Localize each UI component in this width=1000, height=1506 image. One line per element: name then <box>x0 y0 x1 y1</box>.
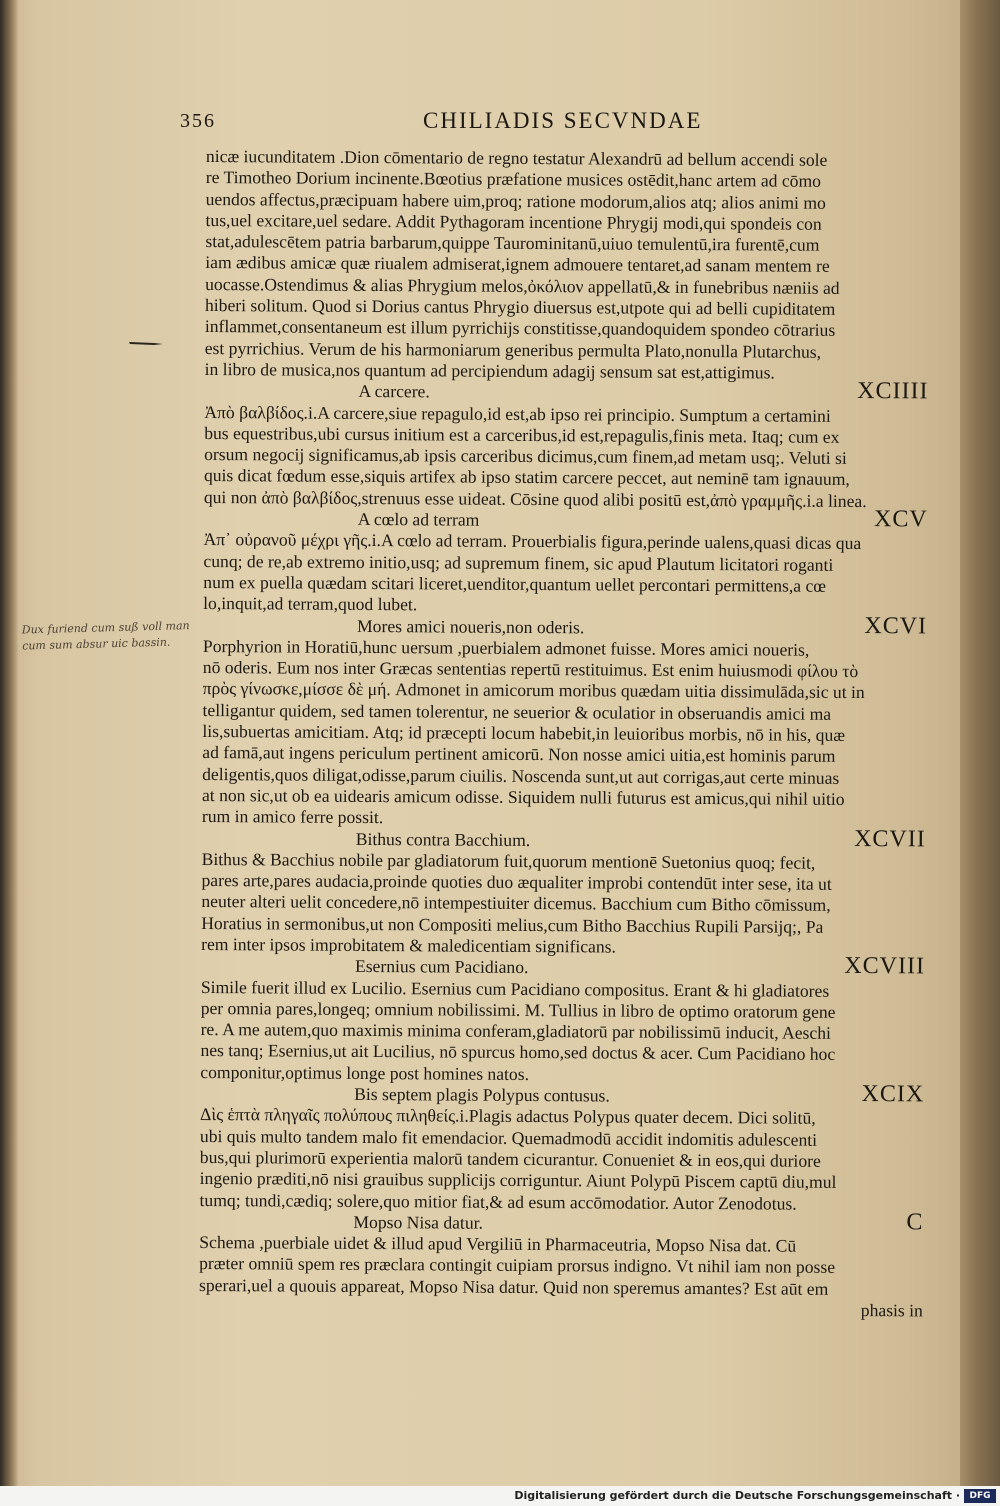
text-line: iam ædibus amicæ quæ riualem admiserat,ignem admouere tentaret,ad sanam mentem re <box>205 252 830 277</box>
text-line: at non sic,ut ob ea uidearis amicum odisse. Siquidem nulli futurus est amicus,qui nihil uitio <box>201 784 845 809</box>
text-line: tus,uel excitare,uel sedare. Addit Pythagoram incentione Phrygij modi,qui spondeis con <box>205 209 822 234</box>
adage-xcviii <box>200 955 925 1087</box>
text-line: Ἀπὸ βαλβίδος.i.A carcere,siue repagulo,id est,ab ipso rei principio. Sumptum a certamini <box>204 401 831 426</box>
text-line: uendos affectus,præcipuam habere uim,proq; ratione modorum,alios atq; alios animi mo <box>205 188 826 213</box>
adage-xcvii <box>201 827 926 959</box>
page-edge-shadow <box>960 0 1000 1486</box>
page-number: 356 <box>180 110 216 132</box>
text-line: pares arte,pares audacia,proinde quoties duo æqualiter improbi contendūt inter sese, ita ut <box>201 870 832 894</box>
text-line: lo,inquit,ad terram,quod lubet. <box>203 593 418 615</box>
text-line: per omnia pares,longeq; omnium nobilissimi. M. Tullius in libro de optimo oratorum gene <box>200 997 836 1022</box>
catchword-line: phasis in <box>860 1300 923 1321</box>
text-line: telligantur quidem, sed tamen tolerentur, ne seuerior & oculatior in obseruandis amici ma <box>202 699 832 724</box>
adage-xcv <box>203 508 928 619</box>
adage-xcix <box>199 1083 924 1215</box>
text-line: πρὸς γίνωσκε,μίσσε δὲ μή. Admonet in amicorum moribus quædam uitia dissimulāda,sic ut in <box>202 678 865 703</box>
running-title: CHILIADIS SECVNDAE <box>423 108 703 133</box>
adage-number: XCVI <box>864 612 928 639</box>
text-line: nicæ iucunditatem .Dion cōmentario de regno testatur Alexandrū ad bellum accendi sole <box>205 146 828 170</box>
marginal-note-line: cum sum absur uic bassin. <box>22 635 171 653</box>
adage-heading <box>202 827 926 853</box>
adage-number: C <box>906 1209 924 1236</box>
adage-number: XCVIII <box>844 953 926 980</box>
text-line: in libro de musica,nos quantum ad percipiendum adagij sensum sat est,attigimus. <box>204 358 775 383</box>
adage-xciiii <box>204 380 929 512</box>
text-line: orsum negocij significamus,ab ipsis carceribus dicimus,cum finem,ad metam usq;. Veluti si <box>204 444 847 469</box>
text-line: Δὶς ἑπτὰ πληγαῖς πολύπους πιληθείς.i.Plagis adactus Polypus quater decem. Dici solitū, <box>200 1104 816 1129</box>
text-line: bus equestribus,ubi cursus initium est a carceribus,id est,repagulis,finis meta. Itaq; cum ex <box>204 422 840 447</box>
adage-title: Esernius cum Pacidiano. <box>354 956 529 978</box>
text-line: ingenio præditi,nō nisi grauibus supplicijs corriguntur. Aiunt Polypū Piscem captū diu,mul <box>199 1168 837 1193</box>
gutter-shadow <box>0 0 18 1486</box>
text-line: hiberi solitum. Quod si Dorius cantus Phrygio diuersus est,utpote qui ad belli cupiditatem <box>204 295 836 319</box>
text-line: ubi quis multo tandem malo fit emendacior. Quemadmodū accidit indomitis adulescenti <box>199 1125 818 1150</box>
intro-paragraph <box>205 146 930 385</box>
marginal-note-line: Dux furiend cum suß voll man <box>21 619 190 637</box>
text-line: Schema ,puerbiale uidet & illud apud Vergiliū in Pharmaceutria, Mopso Nisa dat. Cū <box>199 1232 797 1256</box>
dfg-logo-icon: DFG <box>964 1489 996 1503</box>
text-line: Simile fuerit illud ex Lucilio. Esernius cum Pacidiano compositus. Erant & hi gladiatores <box>200 976 830 1001</box>
text-line: Porphyrion in Horatiū,hunc uersum ,puerbialem admonet fuisse. Mores amici noueris, <box>202 635 810 660</box>
digitization-footer <box>0 1486 1000 1506</box>
adage-title: Bis septem plagis Polypus contusus. <box>354 1083 610 1106</box>
adage-number: XCVII <box>854 825 926 852</box>
adage-heading <box>203 612 928 641</box>
adage-title: Mores amici noueris,non oderis. <box>357 615 585 637</box>
text-line: sperari,uel a quouis appareat, Mopso Nisa datur. Quid non speremus amantes? Est aūt em <box>198 1274 829 1299</box>
adage-heading <box>201 955 925 981</box>
text-line: re. A me autem,quo maximis minima conferam,gladiatorū par nobilissimū inducit, Aeschi <box>200 1019 831 1044</box>
text-line: nes tanq; Esernius,ut ait Lucilius, nō spurcus homo,sed doctus & acer. Cum Pacidiano hoc <box>200 1040 836 1065</box>
adage-heading <box>204 380 928 406</box>
text-line: lis,subuertas amicitiam. Atq; id præcepti locum habebit,in leuioribus morbis, nō in his, quæ <box>202 721 846 745</box>
marginal-note <box>22 618 213 655</box>
text-line: cunq; de re,ab extremo initio,usq; ad supremum finem, sic apud Plautum licitatori roganti <box>203 550 834 575</box>
text-line: num ex puella quædam scitari liceret,uenditor,quantum uellet percontari permittens,a cœ <box>203 571 827 596</box>
text-line: componitur,optimus longe post homines natos. <box>200 1061 530 1084</box>
adage-c <box>199 1211 924 1322</box>
text-line: Horatius in sermonibus,ut non Compositi melius,cum Bitho Bacchius Rupili Parsijq;, Pa <box>201 912 824 937</box>
text-line: præter omniū spem res præclara contingit cuipiam prorsus indigno. Vt nihil iam non posse <box>199 1253 836 1278</box>
adage-title: A cœlo ad terram <box>357 508 480 530</box>
text-line: quis dicat fœdum esse,siquis artifex ab ipso statim carcere peccet, aut neminē tam ignauum, <box>203 465 850 490</box>
text-line: Ἀπ᾽ οὐρανοῦ μέχρι γῆς.i.A cœlo ad terram. Prouerbialis figura,perinde ualens,quasi dicas qua <box>203 529 862 554</box>
adage-title: Mopso Nisa datur. <box>353 1211 484 1233</box>
marginal-pointer-icon <box>128 338 164 348</box>
text-line: rem inter ipsos improbitatem & maledicentiam significans. <box>201 933 617 957</box>
text-line: bus,qui plurimorū experientia malorū tandem cicurantur. Conueniet & in eos,qui duriore <box>199 1146 821 1171</box>
adage-number: XCIIII <box>857 378 929 405</box>
text-line: re Timotheo Dorium incinente.Bœotius præfatione musices ostēdit,hanc artem ad cōmo <box>205 167 822 192</box>
adage-xcvi <box>201 612 928 832</box>
main-text <box>199 146 930 1322</box>
adage-title: Bithus contra Bacchium. <box>355 828 531 850</box>
adage-number: XCIX <box>861 1081 925 1108</box>
text-line: ad famā,aut ingens periculum pertinent amicorū. Non nosse amici uitia,est hominis parum <box>202 742 836 767</box>
page-header <box>180 108 960 142</box>
text-line: inflammet,consentaneum est illum pyrrichijs constitisse,quandoquidem spondeo cōtrarius <box>204 316 836 341</box>
adage-number: XCV <box>873 506 928 533</box>
text-line: Bithus & Bacchius nobile par gladiatorum fuit,quorum mentionē Suetonius quoq; fecit, <box>201 848 816 873</box>
text-line: deligentis,quos diligat,odisse,parum ciuilis. Noscenda sunt,ut aut corrigas,aut certe minuas <box>202 763 840 788</box>
text-line: uocasse.Ostendimus & alias Phrygium melos,ὀκόλιον appellatū,& in funebribus næniis ad <box>205 273 840 298</box>
text-line: est pyrrichius. Verum de his harmoniarum generibus permulta Plato,nonulla Plutarchus, <box>204 337 822 362</box>
adage-heading <box>200 1083 924 1109</box>
funding-credit: Digitalisierung gefördert durch die Deutsche Forschungsgemeinschaft · <box>514 1489 960 1502</box>
adage-heading <box>199 1211 923 1237</box>
text-line: rum in amico ferre possit. <box>201 806 384 828</box>
adage-heading <box>204 508 928 534</box>
text-line: stat,adulescētem patria barbarum,quippe Taurominitanū,uiuo temulentū,ira furentē,cum <box>205 231 820 255</box>
text-line: neuter alteri uelit concedere,nō intempestiuiter dicemus. Bacchium cum Bitho cōmissum, <box>201 891 831 916</box>
text-line: tumq; tundi,cædiq; solere,quo mitior fiat,& ad esum accōmodatior. Autor Zenodotus. <box>199 1189 797 1214</box>
adage-title: A carcere. <box>358 381 430 402</box>
text-line: qui non ἀπὸ βαλβίδος,strenuus esse uideat. Cōsine quod alibi positū est,ἀπὸ γραμμῆς.i.a linea. <box>203 486 867 511</box>
text-line: nō oderis. Eum nos inter Græcas sententias repertū restituimus. Est enim huiusmodi φίλου τὸ <box>202 657 859 682</box>
